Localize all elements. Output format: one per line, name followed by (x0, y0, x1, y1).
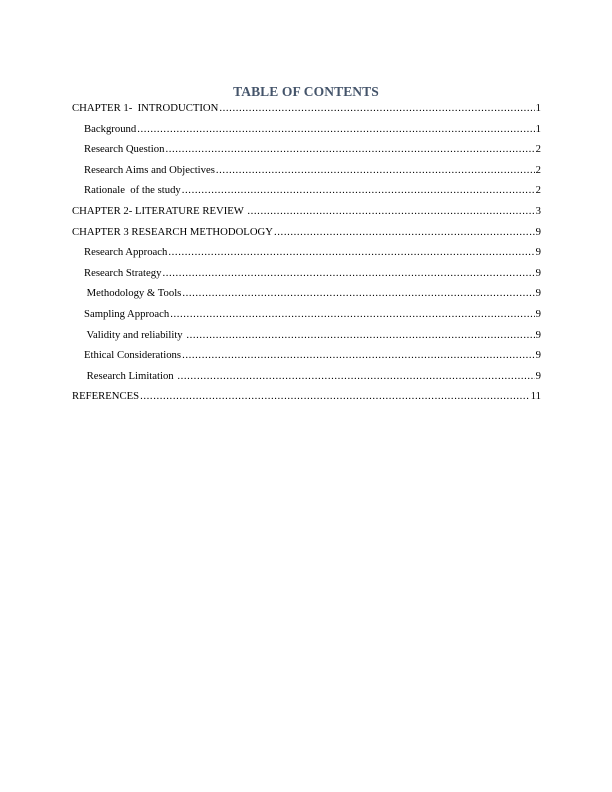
toc-entry-page: 9 (535, 246, 541, 259)
toc-entry-page: 9 (535, 328, 541, 341)
toc-entry-validity-reliability[interactable] (72, 328, 541, 349)
toc-entry-label: Research Aims and Objectives (84, 163, 215, 176)
toc-dot-leader (247, 204, 534, 218)
toc-entry-label: Validity and reliability (84, 328, 186, 341)
toc-entry-page: 2 (535, 163, 541, 176)
toc-entry-research-limitation[interactable] (72, 369, 541, 390)
toc-dot-leader (140, 389, 530, 403)
toc-entry-label: Research Strategy (84, 266, 162, 279)
toc-entry-methodology-tools[interactable] (72, 286, 541, 307)
toc-dot-leader (182, 348, 535, 362)
toc-entry-page: 9 (535, 287, 541, 300)
toc-entry-research-question[interactable] (72, 142, 541, 163)
toc-list (72, 101, 541, 410)
toc-entry-label: REFERENCES (72, 390, 140, 403)
toc-entry-background[interactable] (72, 122, 541, 143)
toc-dot-leader (162, 266, 534, 280)
toc-entry-rationale[interactable] (72, 183, 541, 204)
toc-dot-leader (186, 328, 534, 342)
toc-entry-page: 11 (530, 390, 541, 403)
toc-entry-ethical-considerations[interactable] (72, 348, 541, 369)
toc-dot-leader (170, 307, 534, 321)
toc-title: TABLE OF CONTENTS (233, 84, 379, 99)
toc-entry-sampling-approach[interactable] (72, 307, 541, 328)
toc-entry-label: Sampling Approach (84, 307, 170, 320)
toc-entry-page: 1 (535, 122, 541, 135)
toc-dot-leader (182, 183, 535, 197)
toc-entry-label: CHAPTER 2- LITERATURE REVIEW (72, 204, 247, 217)
toc-dot-leader (137, 122, 534, 136)
toc-entry-label: Research Limitation (84, 369, 177, 382)
toc-entry-label: CHAPTER 3 RESEARCH METHODOLOGY (72, 225, 273, 238)
toc-entry-label: Rationale of the study (84, 184, 181, 197)
toc-entry-page: 2 (535, 143, 541, 156)
toc-dot-leader (177, 369, 534, 383)
toc-entry-label: Methodology & Tools (84, 287, 182, 300)
toc-dot-leader (165, 142, 534, 156)
toc-dot-leader (168, 245, 534, 259)
toc-entry-research-aims[interactable] (72, 163, 541, 184)
toc-dot-leader (274, 225, 535, 239)
toc-entry-page: 9 (535, 349, 541, 362)
toc-dot-leader (182, 286, 534, 300)
toc-entry-page: 9 (535, 307, 541, 320)
toc-dot-leader (219, 101, 534, 115)
toc-entry-page: 2 (535, 184, 541, 197)
toc-entry-label: CHAPTER 1- INTRODUCTION (72, 102, 219, 114)
toc-dot-leader (216, 163, 535, 177)
toc-entry-chapter-1[interactable] (72, 101, 541, 122)
toc-entry-page: 9 (535, 266, 541, 279)
toc-entry-label: Research Approach (84, 246, 168, 259)
toc-entry-label: Ethical Considerations (84, 349, 182, 362)
toc-entry-references[interactable] (72, 389, 541, 410)
toc-entry-label: Research Question (84, 143, 165, 156)
toc-entry-page: 1 (535, 102, 541, 114)
toc-entry-page: 3 (535, 204, 541, 217)
toc-entry-research-approach[interactable] (72, 245, 541, 266)
toc-entry-chapter-3[interactable] (72, 225, 541, 246)
toc-entry-chapter-2[interactable] (72, 204, 541, 225)
toc-entry-label: Background (84, 122, 137, 135)
toc-entry-research-strategy[interactable] (72, 266, 541, 287)
toc-entry-page: 9 (535, 369, 541, 382)
toc-entry-page: 9 (535, 225, 541, 238)
